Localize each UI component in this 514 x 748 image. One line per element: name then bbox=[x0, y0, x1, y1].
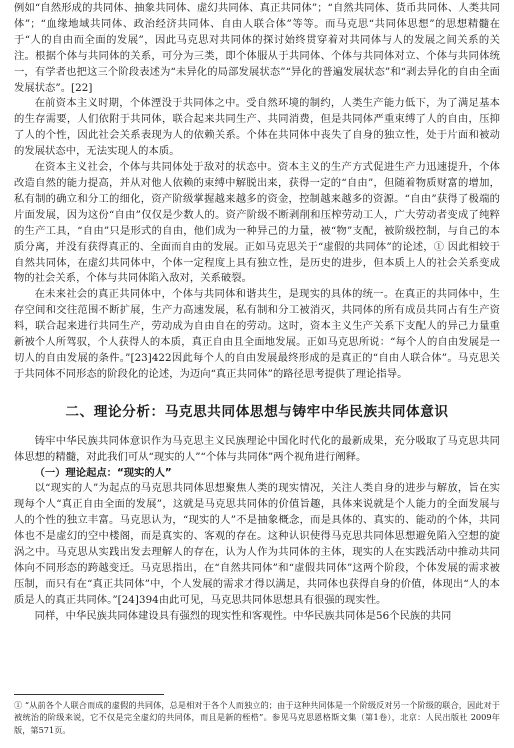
document-page bbox=[0, 1, 514, 748]
subsection-heading: （一）理论起点：“现实的人” bbox=[34, 466, 172, 479]
footnote-divider bbox=[14, 694, 164, 695]
body-paragraph: 例如“自然形成的共同体、抽象共同体、虚幻共同体、真正共同体”；“自然共同体、货币共同体、人类共同体”；“血缘地域共同体、政治经济共同体、自由人联合体”等等。而马克思“共同体思想”的思想精髓在于“人的自由而全面的发展”，因此马克思对共同体的探讨始终贯穿着对共同体与人的发展之间关系的关注。根据个体与共同体的关系，可分为三类，即个体服从于共同体、个体与共同体对立、个体与共同体统一，有学者也把这三个阶段表述为“未异化的局部发展状态”“异化的普遍发展状态”和“剥去异化的自由全面发展状态”。[22] bbox=[14, 2, 500, 94]
body-paragraph: 同样，中华民族共同体建设具有强烈的现实性和客观性。中华民族共同体是56个民族的共同 bbox=[34, 609, 452, 622]
body-paragraph: 在前资本主义时期，个体湮没于共同体之中。受自然环境的制约，人类生产能力低下，为了满足基本的生存需要，人们依附于共同体，联合起来共同生产、共同消费，但是共同体严重束缚了人的自由，压抑了人的个性，因此社会关系表现为人的依赖关系。个体在共同体中丧失了自身的独立性，处于片面和被动的发展状态中，无法实现人的本质。 bbox=[14, 97, 500, 158]
body-paragraph: 在资本主义社会，个体与共同体处于敌对的状态中。资本主义的生产方式促进生产力迅速提升，个体改造自然的能力提高，并从对他人依赖的束缚中解脱出来，获得一定的“自由”，但随着物质财富的增加，私有制的确立和分工的细化，资产阶级掌握越来越多的资金，控制越来越多的资源。“自由”获得了极端的片面发展，因为这份“自由”仅仅是少数人的。资产阶级不断剥削和压榨劳动工人，广大劳动者变成了纯粹的生产工具，“自由”只是形式的自由，他们成为一种异己的力量，被“物”支配，被阶级控制，与自己的本质分离，并没有获得真正的、全面而自由的发展。正如马克思关于“虚假的共同体”的论述，① 因此相较于自然共同体，在虚幻共同体中，个体一定程度上具有独立性，是历史的进步，但本质上人的社会关系变成物的社会关系，个体与共同体陷入敌对，关系破裂。 bbox=[14, 161, 500, 285]
body-paragraph: 以“现实的人”为起点的马克思共同体思想聚焦人类的现实情况，关注人类自身的进步与解放，旨在实现每个人“真正自由全面的发展”，这就是马克思共同体的价值旨趣，具体来说就是个人能力的全面发展与人的个性的独立丰富。马克思认为，“现实的人”不是抽象概念，而是具体的、真实的、能动的个体，共同体也不是虚幻的空中楼阁，而是真实的、客观的存在。这种认识使得马克思共同体思想避免陷入空想的旋涡之中。马克思从实践出发去理解人的存在，认为人作为共同体的主体，现实的人在实践活动中推动共同体向不同形态的跨越变迁。马克思指出，在“自然共同体”和“虚假共同体”这两个阶段，个体发展的需求被压制，而只有在“真正共同体”中，个人发展的需求才得以满足，共同体也获得自身的价值，体现出“人的本质是人的真正共同体。”[24]394由此可见，马克思共同体思想具有很强的现实性。 bbox=[14, 482, 500, 606]
footnote: ① “从前各个人联合而成的虚假的共同体，总是相对于各个人而独立的；由于这种共同体是一个阶级反对另一个阶级的联合，因此对于被统治的阶级来说，它不仅是完全虚幻的共同体，而且是新的桎梏”。参见马克思恩格斯文集（第1卷），北京：人民出版社 2009年版，第571页。 bbox=[14, 700, 500, 735]
section-title: 二、理论分析：马克思共同体思想与铸牢中华民族共同体意识 bbox=[65, 403, 449, 420]
body-paragraph: 在未来社会的真正共同体中，个体与共同体和谐共生，是现实的具体的统一。在真正的共同体中，生存空间和交往范围不断扩展，生产力高速发展，私有制和分工被消灭，共同体的所有成员共同占有生产资料，联合起来进行共同生产，劳动成为自由自在的劳动。这时，资本主义生产关系下支配人的异己力量重新被个人所驾驭，个人获得人的本质，真正自由且全面地发展。正如马克思所说：“每个人的自由发展是一切人的自由发展的条件。”[23]422因此每个人的自由发展最终形成的是真正的“自由人联合体”。马克思关于共同体不同形态的阶段化的论述，为迈向“真正共同体”的路径思考提供了理论指导。 bbox=[14, 288, 500, 380]
body-paragraph: 铸牢中华民族共同体意识作为马克思主义民族理论中国化时代化的最新成果，充分吸取了马克思共同体思想的精髓，对此我们可从“现实的人”“个体与共同体”两个视角进行阐释。 bbox=[14, 434, 500, 463]
